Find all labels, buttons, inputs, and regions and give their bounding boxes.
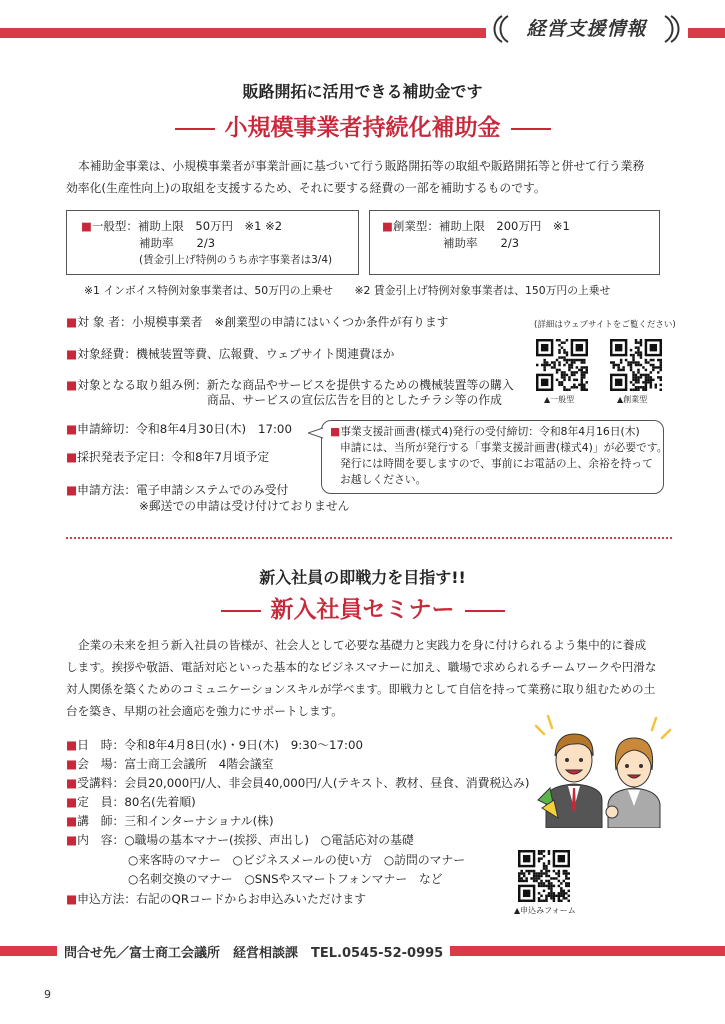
qr-caption-general: ▲一般型	[544, 395, 575, 404]
intro-line: 本補助金事業は、小規模事業者が事業計画に基づいて行う販路開拓等の取組や販路開拓等と併せて行う業務	[78, 159, 645, 173]
bubble-tail-icon	[308, 427, 324, 439]
header-badge	[484, 12, 689, 46]
bullet-icon: ■	[66, 347, 78, 361]
method-text-2: ※郵送での申請は受け付けておりません	[139, 499, 350, 513]
venue-text: 会 場：富士商工会議所 4階会議室	[77, 757, 274, 771]
general-line3: (賃金引上げ特例のうち赤字事業者は3/4)	[139, 254, 333, 266]
footer-bar-right	[450, 946, 725, 956]
title-dash-left	[221, 610, 261, 612]
qr-code-general-icon[interactable]	[536, 339, 588, 391]
bullet-icon: ■	[66, 757, 78, 771]
title-dash-right	[511, 128, 551, 130]
method-text: 申請方法：電子申請システムでのみ受付	[77, 483, 289, 497]
footer-bar-left	[0, 946, 57, 956]
section2-title-text: 新入社員セミナー	[270, 597, 455, 623]
deadline-text: 申請締切：令和8年4月30日(木) 17:00	[77, 422, 292, 436]
instructor-text: 講 師：三和インターナショナル(株)	[77, 814, 274, 828]
content-text: 内 容：○職場の基本マナー(挨拶、声出し) ○電話応対の基礎	[77, 833, 414, 847]
bullet-icon: ■	[81, 219, 92, 233]
bullet-icon: ■	[66, 795, 78, 809]
bullet-icon: ■	[66, 450, 78, 464]
announce-text: 採択発表予定日：令和8年7月頃予定	[77, 450, 270, 464]
bullet-icon: ■	[330, 425, 341, 438]
capacity-text: 定 員：80名(先着順)	[77, 795, 196, 809]
header-badge-text: 経営支援情報	[526, 18, 647, 40]
qr-caption-startup: ▲創業型	[617, 395, 648, 404]
general-line1: 一般型：補助上限 50万円 ※1 ※2	[91, 219, 283, 233]
qr-note: (詳細はウェブサイトをご覧ください)	[534, 320, 676, 330]
intro-line: 台を築き、早期の社会適応を強力にサポートします。	[66, 704, 343, 718]
apply-text: 申込方法：右記のQRコードからお申込みいただけます	[77, 892, 366, 906]
startup-line2: 補助率 2/3	[443, 236, 520, 250]
section1-intro	[66, 155, 686, 199]
qr-code-application-icon[interactable]	[518, 850, 570, 902]
qr-caption-application: ▲申込みフォーム	[514, 906, 576, 915]
bubble-line: 事業支援計画書(様式4)発行の受付締切：令和8年4月16日(木)	[340, 425, 640, 438]
box-startup-type	[369, 210, 660, 275]
intro-line: します。挨拶や敬語、電話対応といった基本的なビジネスマナーに加え、職場で求められるチームワークや円滑な	[66, 660, 657, 674]
bullet-icon: ■	[66, 315, 78, 329]
examples-text-2: 商品、サービスの宣伝広告を目的としたチラシ等の作成	[207, 393, 502, 407]
bullet-icon: ■	[66, 738, 78, 752]
content-text-3: ○名刺交換のマナー ○SNSやスマートフォンマナー など	[128, 872, 443, 886]
general-line2: 補助率 2/3	[139, 236, 216, 250]
bullet-icon: ■	[66, 833, 78, 847]
title-dash-right	[465, 610, 505, 612]
bubble-line: お越しください。	[340, 473, 427, 486]
expenses-text: 対象経費：機械装置等費、広報費、ウェブサイト関連費ほか	[77, 347, 395, 361]
section1-title	[0, 109, 725, 142]
bullet-icon: ■	[66, 814, 78, 828]
date-text: 日 時：令和8年4月8日(水)・9日(木) 9:30〜17:00	[77, 738, 364, 752]
new-employees-illustration-icon	[528, 708, 678, 828]
bullet-icon: ■	[66, 776, 78, 790]
bullet-icon: ■	[382, 219, 393, 233]
bullet-icon: ■	[66, 892, 78, 906]
section2-subtitle: 新入社員の即戦力を目指す!!	[259, 568, 466, 587]
content-text-2: ○来客時のマナー ○ビジネスメールの使い方 ○訪問のマナー	[128, 853, 466, 867]
section1-subtitle: 販路開拓に活用できる補助金です	[242, 82, 483, 101]
page-number: 9	[44, 988, 51, 1001]
deadline-bubble	[321, 420, 668, 494]
target-text: 対 象 者：小規模事業者 ※創業型の申請にはいくつか条件が有ります	[77, 315, 449, 329]
bullet-icon: ■	[66, 422, 78, 436]
fee-text: 受講料：会員20,000円/人、非会員40,000円/人(テキスト、教材、昼食、消費税込み)	[77, 776, 530, 790]
examples-text: 対象となる取り組み例：新たな商品やサービスを提供するための機械装置等の購入	[77, 378, 514, 392]
bubble-line: 発行には時間を要しますので、事前にお電話の上、余裕を持って	[340, 457, 653, 470]
section1-title-text: 小規模事業者持続化補助金	[224, 115, 501, 141]
section2-title	[0, 591, 725, 624]
qr-code-startup-icon[interactable]	[610, 339, 662, 391]
footer-contact: 問合せ先／富士商工会議所 経営相談課 TEL.0545-52-0995	[64, 946, 444, 961]
title-dash-left	[175, 128, 215, 130]
bubble-line: 申請には、当所が発行する「事業支援計画書(様式4)」が必要です。	[340, 441, 668, 454]
header-bar-right	[688, 28, 725, 38]
intro-line: 対人関係を築くためのコミュニケーションスキルが学べます。即戦力として自信を持って業務に取り組むための土	[66, 682, 656, 696]
bullet-icon: ■	[66, 483, 78, 497]
box-general-type	[66, 210, 359, 275]
header-bar-left	[0, 28, 486, 38]
intro-line: 企業の未来を担う新入社員の皆様が、社会人として必要な基礎力と実践力を身に付けられるよう集中的に養成	[78, 638, 647, 652]
bullet-icon: ■	[66, 378, 78, 392]
footnote: ※1 インボイス特例対象事業者は、50万円の上乗せ ※2 賃金引上げ特例対象事業者は、150万円の上乗せ	[84, 284, 611, 297]
startup-line1: 創業型：補助上限 200万円 ※1	[392, 219, 570, 233]
section-divider	[66, 537, 672, 539]
intro-line: 効率化(生産性向上)の取組を支援するため、それに要する経費の一部を補助するものです。	[66, 181, 546, 195]
